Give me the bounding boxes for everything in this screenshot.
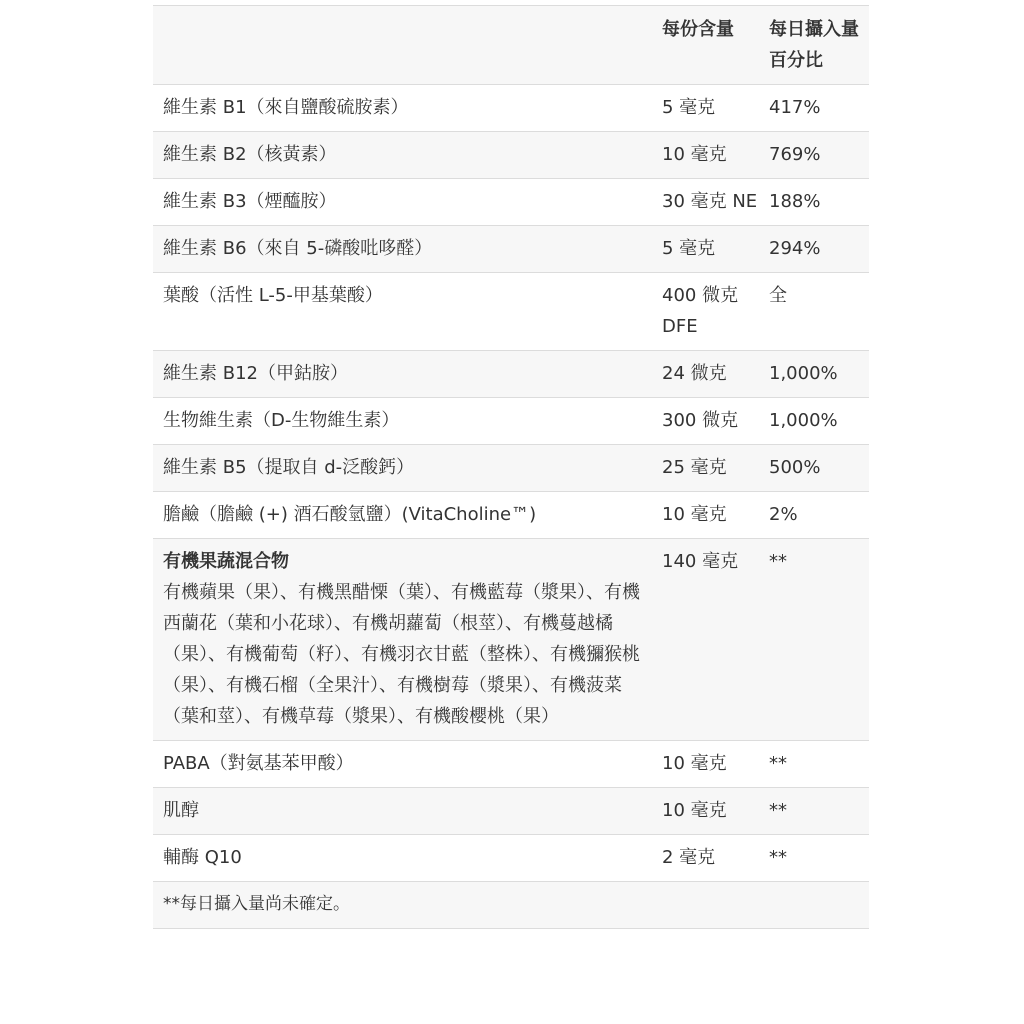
blend-title: 有機果蔬混合物 — [163, 551, 289, 572]
ingredient-amount: 10 毫克 — [652, 132, 759, 179]
table-row — [153, 132, 869, 179]
ingredient-daily-value: 1,000% — [759, 351, 869, 398]
blend-cell — [153, 539, 652, 741]
blend-daily-value: ** — [759, 539, 869, 741]
ingredient-amount: 25 毫克 — [652, 445, 759, 492]
ingredient-name: 肌醇 — [153, 788, 652, 835]
table-row — [153, 351, 869, 398]
ingredient-daily-value: 2% — [759, 492, 869, 539]
ingredient-amount: 300 微克 — [652, 398, 759, 445]
table-row — [153, 835, 869, 882]
supplement-facts-table — [153, 5, 869, 929]
supplement-facts-panel — [153, 5, 869, 929]
ingredient-name: 維生素 B1（來自鹽酸硫胺素） — [153, 85, 652, 132]
ingredient-amount: 10 毫克 — [652, 741, 759, 788]
ingredient-amount: 10 毫克 — [652, 788, 759, 835]
header-amount-per-serving: 每份含量 — [652, 6, 759, 85]
ingredient-daily-value: 188% — [759, 179, 869, 226]
table-row — [153, 741, 869, 788]
table-row — [153, 226, 869, 273]
table-row — [153, 788, 869, 835]
ingredient-daily-value: ** — [759, 741, 869, 788]
ingredient-daily-value: 417% — [759, 85, 869, 132]
ingredient-daily-value: ** — [759, 835, 869, 882]
ingredient-amount: 24 微克 — [652, 351, 759, 398]
table-row — [153, 445, 869, 492]
blend-row — [153, 539, 869, 741]
ingredient-amount: 5 毫克 — [652, 226, 759, 273]
ingredient-amount: 5 毫克 — [652, 85, 759, 132]
ingredient-amount: 2 毫克 — [652, 835, 759, 882]
footnote-row — [153, 882, 869, 929]
ingredient-name: PABA（對氨基苯甲酸） — [153, 741, 652, 788]
ingredient-name: 維生素 B3（煙醯胺） — [153, 179, 652, 226]
ingredient-amount: 400 微克 DFE — [652, 273, 759, 351]
ingredient-name: 葉酸（活性 L-5-甲基葉酸） — [153, 273, 652, 351]
ingredient-amount: 10 毫克 — [652, 492, 759, 539]
header-ingredient — [153, 6, 652, 85]
ingredient-name: 輔酶 Q10 — [153, 835, 652, 882]
blend-ingredients: 有機蘋果（果）、有機黑醋慄（葉）、有機藍莓（漿果）、有機西蘭花（葉和小花球）、有機胡蘿蔔（根莖）、有機蔓越橘（果）、有機葡萄（籽）、有機羽衣甘藍（整株）、有機獼猴桃（果）、有機石榴（全果汁）、有機樹莓（漿果）、有機菠菜（葉和莖）、有機草莓（漿果）、有機酸櫻桃（果） — [163, 582, 640, 727]
ingredient-amount: 30 毫克 NE — [652, 179, 759, 226]
ingredient-name: 維生素 B12（甲鈷胺） — [153, 351, 652, 398]
ingredient-name: 維生素 B6（來自 5-磷酸吡哆醛） — [153, 226, 652, 273]
ingredient-name: 維生素 B2（核黃素） — [153, 132, 652, 179]
ingredient-daily-value: 全 — [759, 273, 869, 351]
table-row — [153, 273, 869, 351]
ingredient-daily-value: 294% — [759, 226, 869, 273]
ingredient-name: 生物維生素（D-生物維生素） — [153, 398, 652, 445]
ingredient-daily-value: 769% — [759, 132, 869, 179]
ingredient-daily-value: 1,000% — [759, 398, 869, 445]
table-row — [153, 85, 869, 132]
table-row — [153, 492, 869, 539]
table-row — [153, 398, 869, 445]
blend-amount: 140 毫克 — [652, 539, 759, 741]
ingredient-name: 膽鹼（膽鹼 (+) 酒石酸氫鹽）(VitaCholine™) — [153, 492, 652, 539]
footnote: **每日攝入量尚未確定。 — [153, 882, 869, 929]
ingredient-daily-value: 500% — [759, 445, 869, 492]
table-row — [153, 179, 869, 226]
ingredient-name: 維生素 B5（提取自 d-泛酸鈣） — [153, 445, 652, 492]
table-header-row — [153, 6, 869, 85]
ingredient-daily-value: ** — [759, 788, 869, 835]
header-daily-value: 每日攝入量百分比 — [759, 6, 869, 85]
